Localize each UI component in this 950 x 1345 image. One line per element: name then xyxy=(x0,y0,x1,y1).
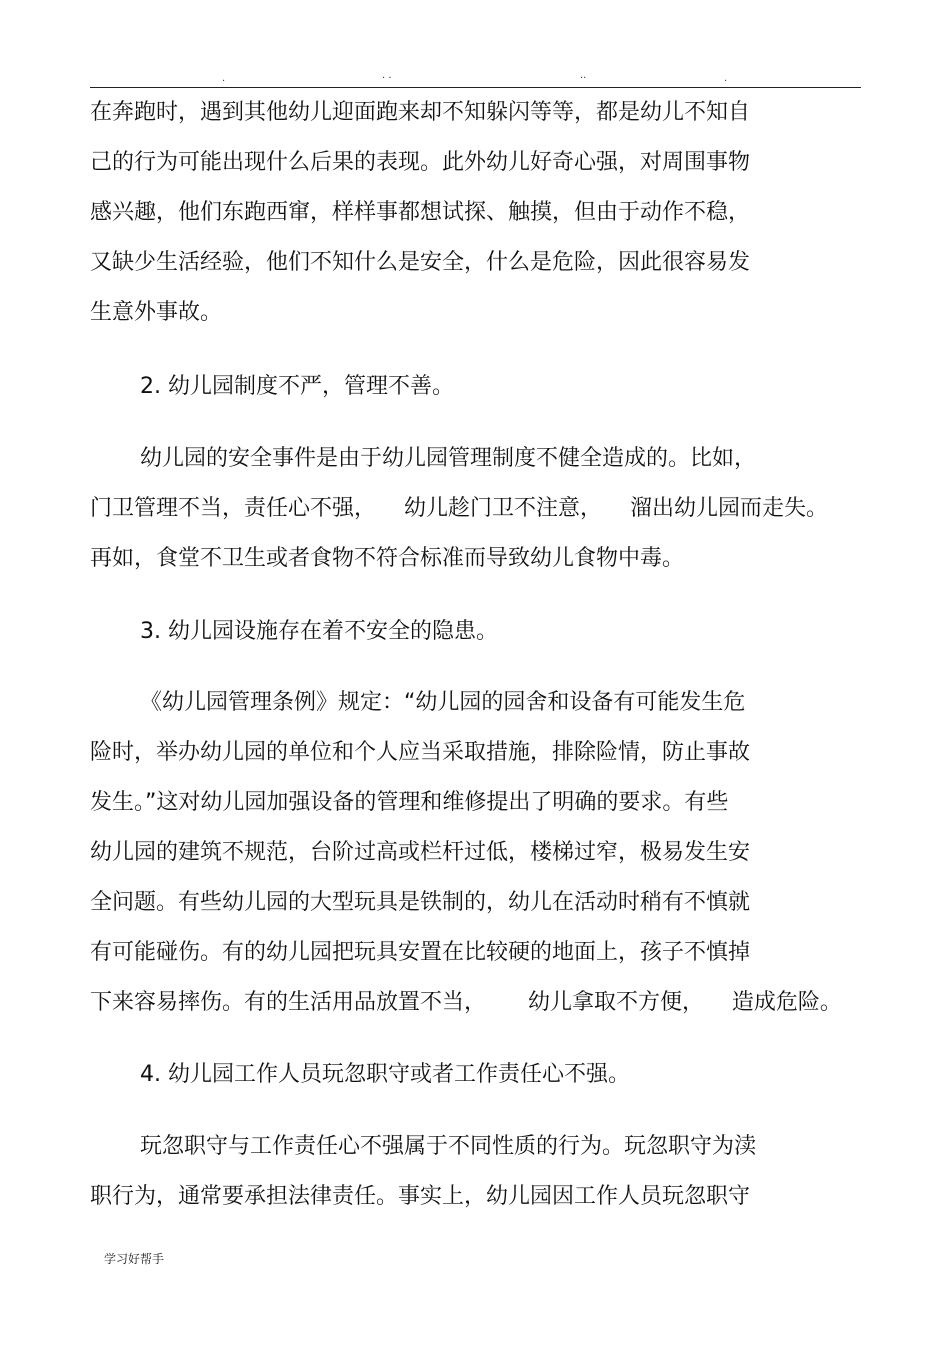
paragraph-line: 有可能碰伤。有的幼儿园把玩具安置在比较硬的地面上，孩子不慎掉 xyxy=(90,940,751,965)
paragraph-line: 己的行为可能出现什么后果的表现。此外幼儿好奇心强，对周围事物 xyxy=(90,150,751,175)
paragraph-line: 感兴趣，他们东跑西窜，样样事都想试探、触摸，但由于动作不稳， xyxy=(90,200,751,225)
footer-label: 学习好帮手 xyxy=(104,1252,165,1266)
paragraph-line: 在奔跑时，遇到其他幼儿迎面跑来却不知躲闪等等，都是幼儿不知自 xyxy=(90,100,751,125)
header-rule xyxy=(90,87,861,88)
header-mark: ·· xyxy=(580,73,587,84)
header-mark: . xyxy=(222,73,226,84)
header-mark: · · xyxy=(382,73,392,84)
section-heading: 4. 幼儿园工作人员玩忽职守或者工作责任心不强。 xyxy=(140,1062,630,1087)
paragraph-line: 职行为，通常要承担法律责任。事实上，幼儿园因工作人员玩忽职守 xyxy=(90,1184,751,1209)
paragraph-line: 幼儿园的建筑不规范，台阶过高或栏杆过低，楼梯过窄，极易发生安 xyxy=(90,840,751,865)
paragraph-line: 门卫管理不当，责任心不强， 幼儿趁门卫不注意， 溜出幼儿园而走失。 xyxy=(90,496,828,521)
paragraph-line: 发生。”这对幼儿园加强设备的管理和维修提出了明确的要求。有些 xyxy=(90,790,729,815)
paragraph-line: 玩忽职守与工作责任心不强属于不同性质的行为。玩忽职守为渎 xyxy=(140,1134,757,1159)
paragraph-line: 全问题。有些幼儿园的大型玩具是铁制的，幼儿在活动时稍有不慎就 xyxy=(90,890,751,915)
paragraph-line: 《幼儿园管理条例》规定：“幼儿园的园舍和设备有可能发生危 xyxy=(140,690,746,715)
header-marks xyxy=(90,70,860,86)
section-heading: 2. 幼儿园制度不严，管理不善。 xyxy=(140,374,454,399)
section-heading: 3. 幼儿园设施存在着不安全的隐患。 xyxy=(140,619,498,644)
paragraph-line: 又缺少生活经验，他们不知什么是安全，什么是危险，因此很容易发 xyxy=(90,250,751,275)
paragraph-line: 再如，食堂不卫生或者食物不符合标准而导致幼儿食物中毒。 xyxy=(90,546,685,571)
paragraph-line: 险时，举办幼儿园的单位和个人应当采取措施，排除险情，防止事故 xyxy=(90,740,751,765)
paragraph-line: 幼儿园的安全事件是由于幼儿园管理制度不健全造成的。比如， xyxy=(140,446,757,471)
paragraph-line: 下来容易摔伤。有的生活用品放置不当， 幼儿拿取不方便， 造成危险。 xyxy=(90,990,842,1015)
header-mark: . xyxy=(724,73,728,84)
paragraph-line: 生意外事故。 xyxy=(90,300,223,325)
